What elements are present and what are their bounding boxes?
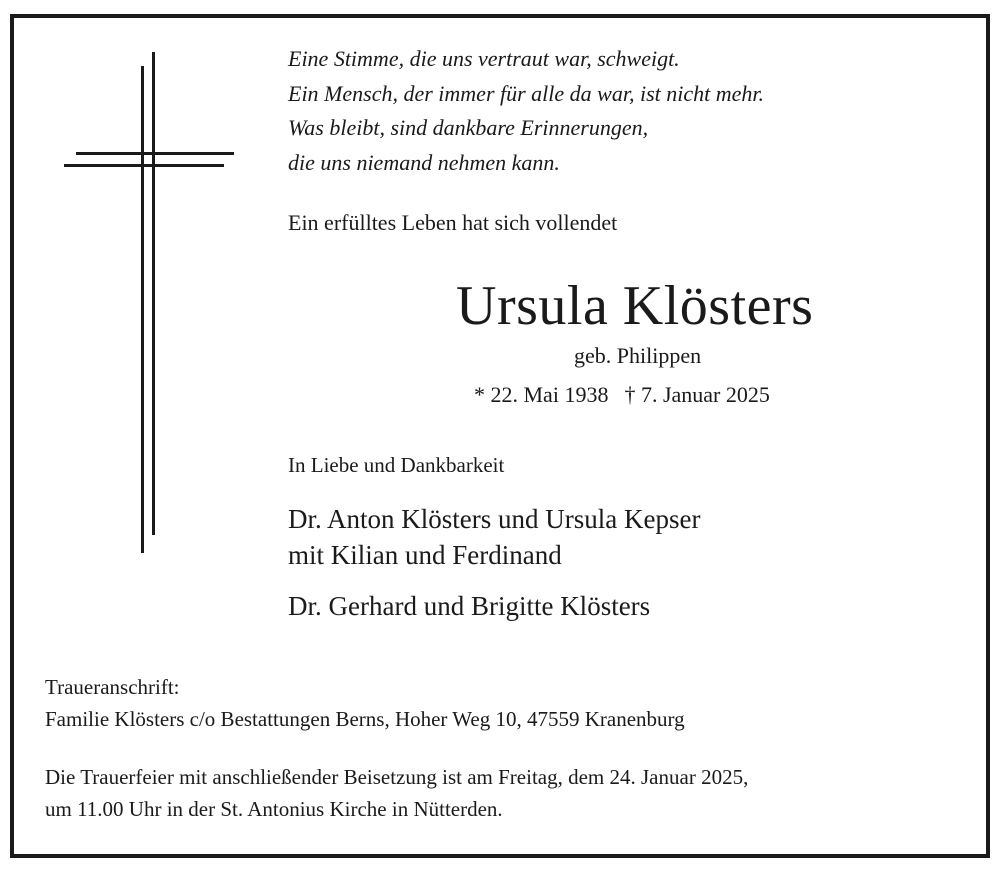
mourning-address [45, 671, 685, 735]
service-line: um 11.00 Uhr in der St. Antonius Kirche in Nütterden. [45, 797, 503, 821]
mourner-line: mit Kilian und Ferdinand [288, 540, 562, 570]
poem-line: Eine Stimme, die uns vertraut war, schweigt. [288, 46, 680, 71]
address-line: Familie Klösters c/o Bestattungen Berns, Hoher Weg 10, 47559 Kranenburg [45, 707, 685, 731]
poem-line: Was bleibt, sind dankbare Erinnerungen, [288, 115, 649, 140]
mourners-family-2: Dr. Gerhard und Brigitte Klösters [288, 591, 651, 621]
address-label: Traueranschrift: [45, 675, 180, 699]
cross-icon [60, 52, 240, 557]
deceased-name: Ursula Klösters [456, 275, 814, 337]
poem [288, 42, 764, 180]
mourner-line: Dr. Anton Klösters und Ursula Kepser [288, 504, 701, 534]
intro-text: Ein erfülltes Leben hat sich vollendet [288, 210, 618, 235]
mourners-intro: In Liebe und Dankbarkeit [288, 453, 505, 477]
poem-line: die uns niemand nehmen kann. [288, 149, 560, 175]
life-dates [474, 382, 770, 408]
maiden-name: geb. Philippen [574, 343, 702, 368]
mourners-family-1 [288, 501, 700, 573]
funeral-service-info [45, 761, 748, 825]
service-line: Die Trauerfeier mit anschließender Beisetzung ist am Freitag, dem 24. Januar 2025, [45, 765, 749, 789]
poem-line: Ein Mensch, der immer für alle da war, ist nicht mehr. [288, 80, 765, 106]
death-date: † 7. Januar 2025 [624, 382, 770, 407]
birth-date: * 22. Mai 1938 [474, 382, 609, 407]
